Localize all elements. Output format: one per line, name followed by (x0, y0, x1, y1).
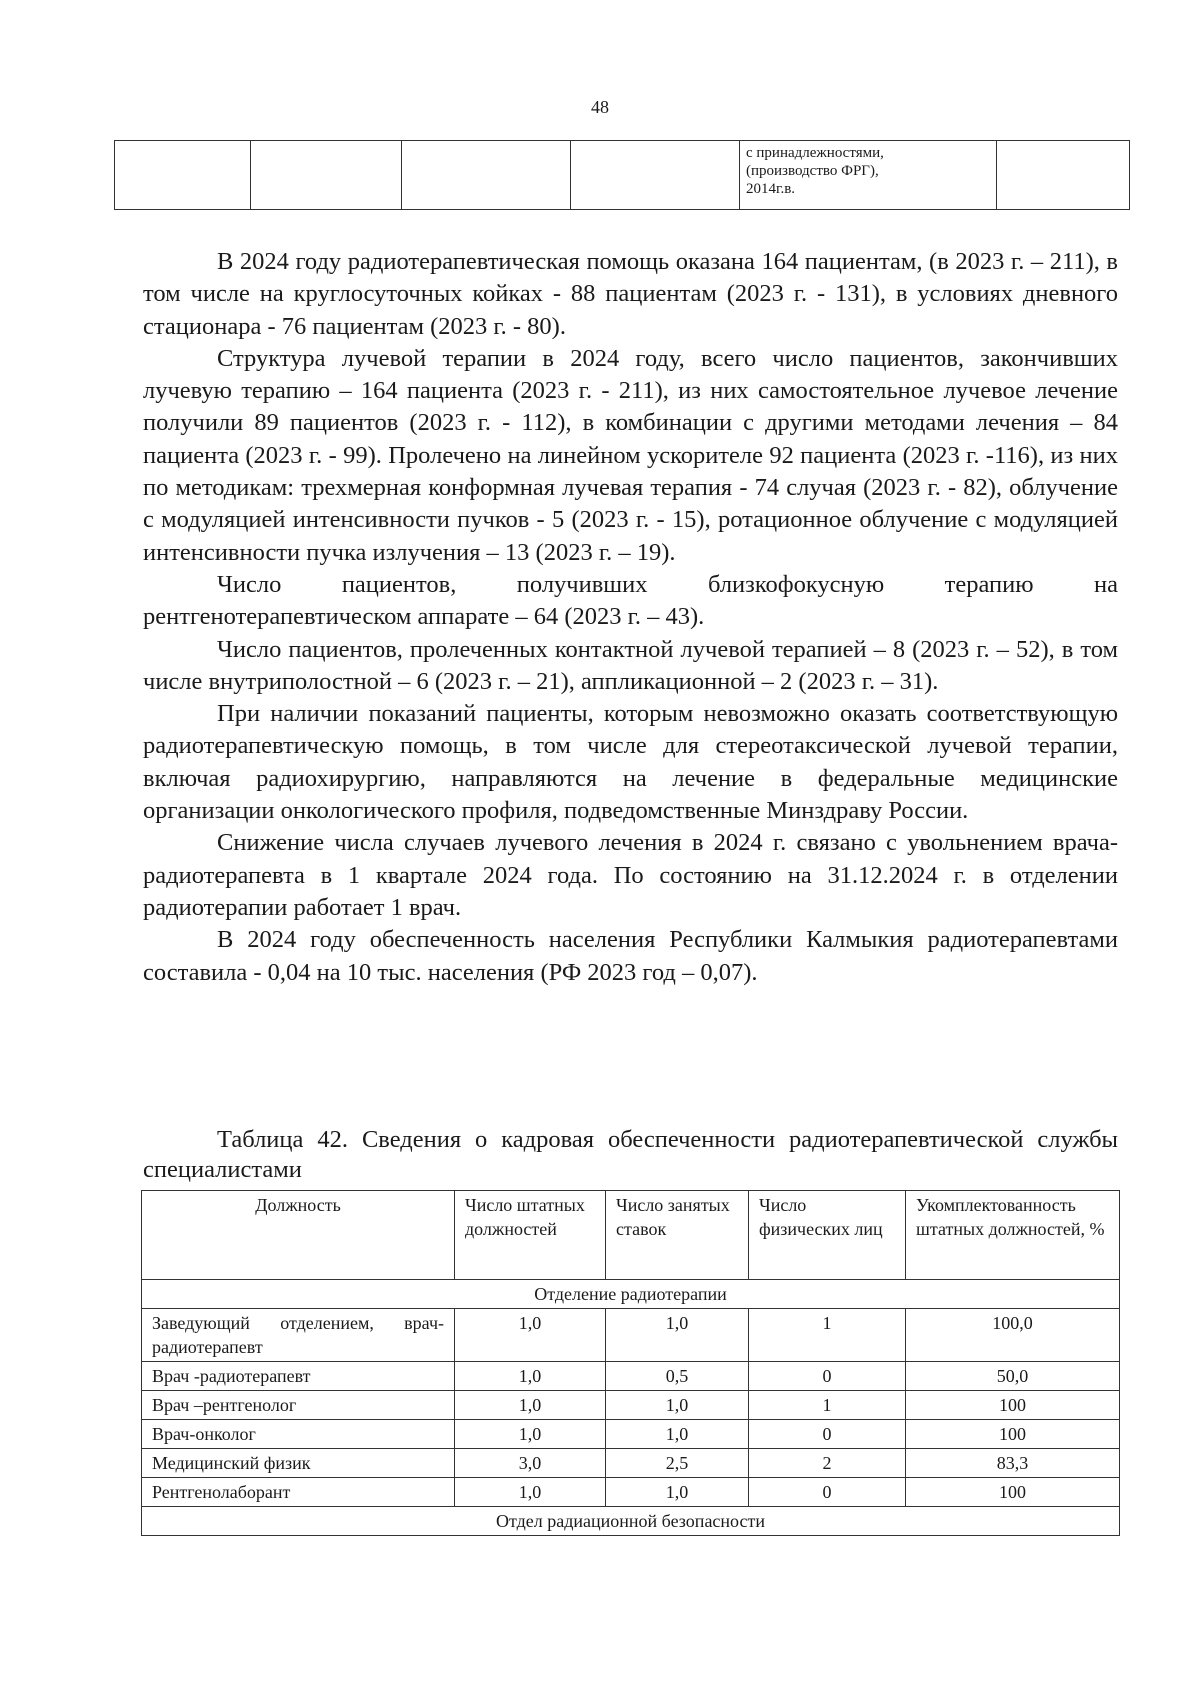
equipment-table-continuation (114, 140, 1130, 210)
header-staffing-percent: Укомплектованность штатных должностей, % (906, 1191, 1120, 1280)
header-row (142, 1191, 1120, 1280)
cell-persons: 2 (749, 1449, 906, 1478)
cell-occupied: 1,0 (606, 1420, 749, 1449)
empty-cell (571, 141, 740, 210)
table-caption: Таблица 42. Сведения о кадровая обеспеченности радиотерапевтической службы специалистами (143, 1126, 1118, 1183)
empty-cell (251, 141, 402, 210)
header-position: Должность (142, 1191, 455, 1280)
cell-position: Рентгенолаборант (142, 1478, 455, 1507)
cell-occupied: 1,0 (606, 1478, 749, 1507)
table-row (142, 1449, 1120, 1478)
cell-position: Заведующий отделением, врач-радиотерапевт (142, 1309, 455, 1362)
equipment-line: (производство ФРГ), (746, 163, 879, 179)
cell-percent: 100 (906, 1478, 1120, 1507)
cell-staff: 1,0 (455, 1391, 606, 1420)
cell-staff: 3,0 (455, 1449, 606, 1478)
paragraph: Число пациентов, получивших близкофокусную терапию на рентгенотерапевтическом аппарате – 64 (2023 г. – 43). (143, 570, 1118, 631)
cell-percent: 83,3 (906, 1449, 1120, 1478)
paragraph: Структура лучевой терапии в 2024 году, всего число пациентов, закончивших лучевую терапию – 164 пациента (2023 г. - 211), из них самостоятельное лучевое лечение получили 89 пациентов (2023 г. - 112), в комбинации с другими методами лечения – 84 пациента (2023 г. - 99). Пролечено на линейном ускорителе 92 пациента (2023 г. -116), из них по методикам: трехмерная конформная лучевая терапия - 74 случая (2023 г. - 82), облучение с модуляцией интенсивности пучков - 5 (2023 г. - 15), ротационное облучение с модуляцией интенсивности пучка излучения – 13 (2023 г. – 19). (143, 344, 1118, 566)
cell-persons: 0 (749, 1362, 906, 1391)
section-radiation-safety: Отдел радиационной безопасности (142, 1507, 1120, 1536)
cell-staff: 1,0 (455, 1478, 606, 1507)
section-radiotherapy: Отделение радиотерапии (142, 1280, 1120, 1309)
equipment-description-cell (740, 141, 997, 210)
cell-occupied: 1,0 (606, 1309, 749, 1362)
cell-position: Медицинский физик (142, 1449, 455, 1478)
header-staff-positions: Число штатных должностей (455, 1191, 606, 1280)
page-number: 48 (591, 97, 609, 117)
cell-occupied: 1,0 (606, 1391, 749, 1420)
cell-occupied: 0,5 (606, 1362, 749, 1391)
staff-table (141, 1190, 1120, 1536)
paragraph: Число пациентов, пролеченных контактной лучевой терапией – 8 (2023 г. – 52), в том числе внутриполостной – 6 (2023 г. – 21), аппликационной – 2 (2023 г. – 31). (143, 635, 1118, 695)
cell-occupied: 2,5 (606, 1449, 749, 1478)
header-physical-persons: Число физических лиц (749, 1191, 906, 1280)
section-row (142, 1507, 1120, 1536)
cell-percent: 100,0 (906, 1309, 1120, 1362)
cell-persons: 0 (749, 1478, 906, 1507)
section-row (142, 1280, 1120, 1309)
cell-persons: 1 (749, 1391, 906, 1420)
empty-cell (402, 141, 571, 210)
body-text (143, 246, 1118, 989)
cell-percent: 50,0 (906, 1362, 1120, 1391)
table-row (142, 1309, 1120, 1362)
table-row (142, 1478, 1120, 1507)
paragraph: В 2024 году радиотерапевтическая помощь оказана 164 пациентам, (в 2023 г. – 211), в том числе на круглосуточных койках - 88 пациентам (2023 г. - 131), в условиях дневного стационара - 76 пациентам (2023 г. - 80). (143, 248, 1118, 340)
table-row (142, 1362, 1120, 1391)
table-row (115, 141, 1130, 210)
cell-percent: 100 (906, 1420, 1120, 1449)
table-row (142, 1391, 1120, 1420)
empty-cell (115, 141, 251, 210)
equipment-line: 2014г.в. (746, 181, 796, 197)
cell-position: Врач -радиотерапевт (142, 1362, 455, 1391)
paragraph: При наличии показаний пациенты, которым невозможно оказать соответствующую радиотерапевтическую помощь, в том числе для стереотаксической лучевой терапии, включая радиохирургию, направляются на лечение в федеральные медицинские организации онкологического профиля, подведомственные Минздраву России. (143, 700, 1118, 825)
cell-position: Врач –рентгенолог (142, 1391, 455, 1420)
paragraph: В 2024 году обеспеченность населения Республики Калмыкия радиотерапевтами составила - 0,04 на 10 тыс. населения (РФ 2023 год – 0,07). (143, 926, 1118, 986)
cell-percent: 100 (906, 1391, 1120, 1420)
cell-staff: 1,0 (455, 1420, 606, 1449)
header-occupied-rates: Число занятых ставок (606, 1191, 749, 1280)
cell-staff: 1,0 (455, 1362, 606, 1391)
table-row (142, 1420, 1120, 1449)
empty-cell (997, 141, 1130, 210)
cell-staff: 1,0 (455, 1309, 606, 1362)
cell-persons: 0 (749, 1420, 906, 1449)
cell-persons: 1 (749, 1309, 906, 1362)
paragraph: Снижение числа случаев лучевого лечения в 2024 г. связано с увольнением врача-радиотерапевта в 1 квартале 2024 года. По состоянию на 31.12.2024 г. в отделении радиотерапии работает 1 врач. (143, 829, 1118, 921)
cell-position: Врач-онколог (142, 1420, 455, 1449)
equipment-line: с принадлежностями, (746, 145, 884, 161)
